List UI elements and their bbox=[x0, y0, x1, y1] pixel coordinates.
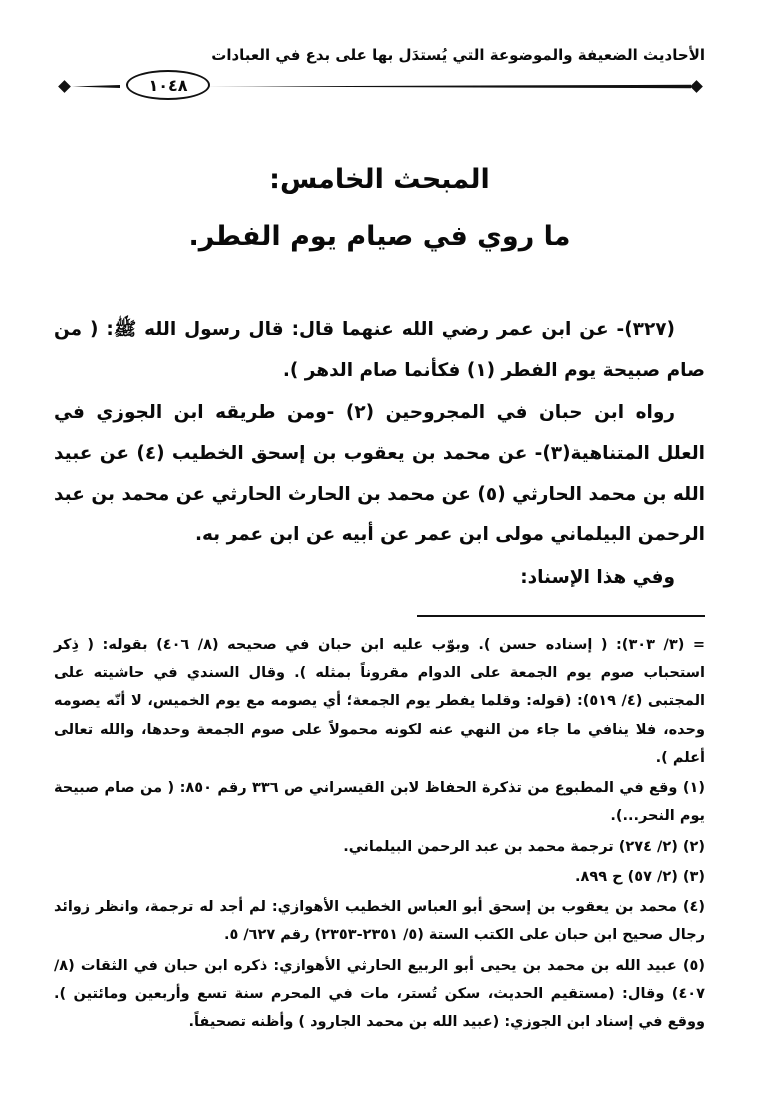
page-number: ١٠٤٨ bbox=[148, 75, 188, 95]
footnotes bbox=[54, 631, 705, 1037]
ornament-line bbox=[204, 84, 691, 89]
isnad-paragraph: رواه ابن حبان في المجروحين (٢) -ومن طريقه ابن الجوزي في العلل المتناهية(٣)- عن محمد بن يعقوب بن إسحق الخطيب (٤) عن عبيد الله بن محمد الحارثي (٥) عن محمد بن الحارث الحارثي عن محمد بن عبد الرحمن البيلماني مولى ابن عمر عن أبيه عن ابن عمر به. bbox=[54, 402, 705, 546]
header-ornament bbox=[54, 72, 705, 102]
chapter-title-line1: المبحث الخامس: bbox=[269, 164, 490, 195]
footnote-2: (٢) (٢/ ٢٧٤) ترجمة محمد بن عبد الرحمن البيلماني. bbox=[343, 838, 705, 855]
page-number-badge bbox=[126, 70, 210, 100]
running-title: الأحاديث الضعيفة والموضوعة التي يُستدَل بها على بدع في العبادات bbox=[211, 46, 705, 64]
diamond-icon bbox=[690, 80, 703, 93]
chapter-title bbox=[54, 164, 705, 252]
footnote-3: (٣) (٢/ ٥٧) ح ٨٩٩. bbox=[575, 868, 705, 885]
footnote-5: (٥) عبيد الله بن محمد بن يحيى أبو الربيع الحارثي الأهوازي: ذكره ابن حبان في الثقات (٨/ ٤٠٧) وقال: (مستقيم الحديث، سكن تُستر، مات في المحرم سنة تسع وأربعين ومائتين ). ووقع في إسناد ابن الجوزي: (عبيد الله بن محمد الجارود ) وأظنه تصحيفاً. bbox=[54, 957, 705, 1031]
footnote-1: (١) وقع في المطبوع من تذكرة الحفاظ لابن القيسراني ص ٣٣٦ رقم ٨٥٠: ( من صام صبيحة يوم النحر...). bbox=[54, 780, 705, 825]
hadith-paragraph: (٣٢٧)- عن ابن عمر رضي الله عنهما قال: قال رسول الله ﷺ: ( من صام صبيحة يوم الفطر (١) فكأنما صام الدهر ). bbox=[54, 319, 705, 381]
body-text bbox=[54, 310, 705, 599]
chapter-title-line2: ما روي في صيام يوم الفطر. bbox=[188, 221, 571, 252]
page-header bbox=[54, 46, 705, 102]
closing-line: وفي هذا الإسناد: bbox=[520, 567, 675, 589]
footnote-separator bbox=[417, 615, 705, 617]
diamond-icon bbox=[58, 80, 71, 93]
footnote-4: (٤) محمد بن يعقوب بن إسحق أبو العباس الخطيب الأهوازي: لم أجد له ترجمة، وانظر زوائد رجال صحيح ابن حبان على الكتب الستة (٥/ ٢٣٥١-٢٣٥٣) رقم ٦٢٧/ ٥. bbox=[54, 899, 705, 944]
arrow-left-icon bbox=[72, 85, 120, 88]
footnote-continuation: = (٣/ ٣٠٣): ( إسناده حسن ). وبوّب عليه ابن حبان في صحيحه (٨/ ٤٠٦) بقوله: ( ذِكر استحباب صوم يوم الجمعة على الدوام مقروناً بمثله ). وقال السندي في حاشيته على المجتبى (٤/ ٥١٩): (قوله: وقلما يفطر يوم الجمعة؛ أي يصومه مع يوم الخميس، لا أنّه يصومه وحده، فلا ينافي ما جاء من النهي عنه لكونه محمولاً على صوم الجمعة وحدها، والله تعالى أعلم ). bbox=[54, 636, 705, 766]
